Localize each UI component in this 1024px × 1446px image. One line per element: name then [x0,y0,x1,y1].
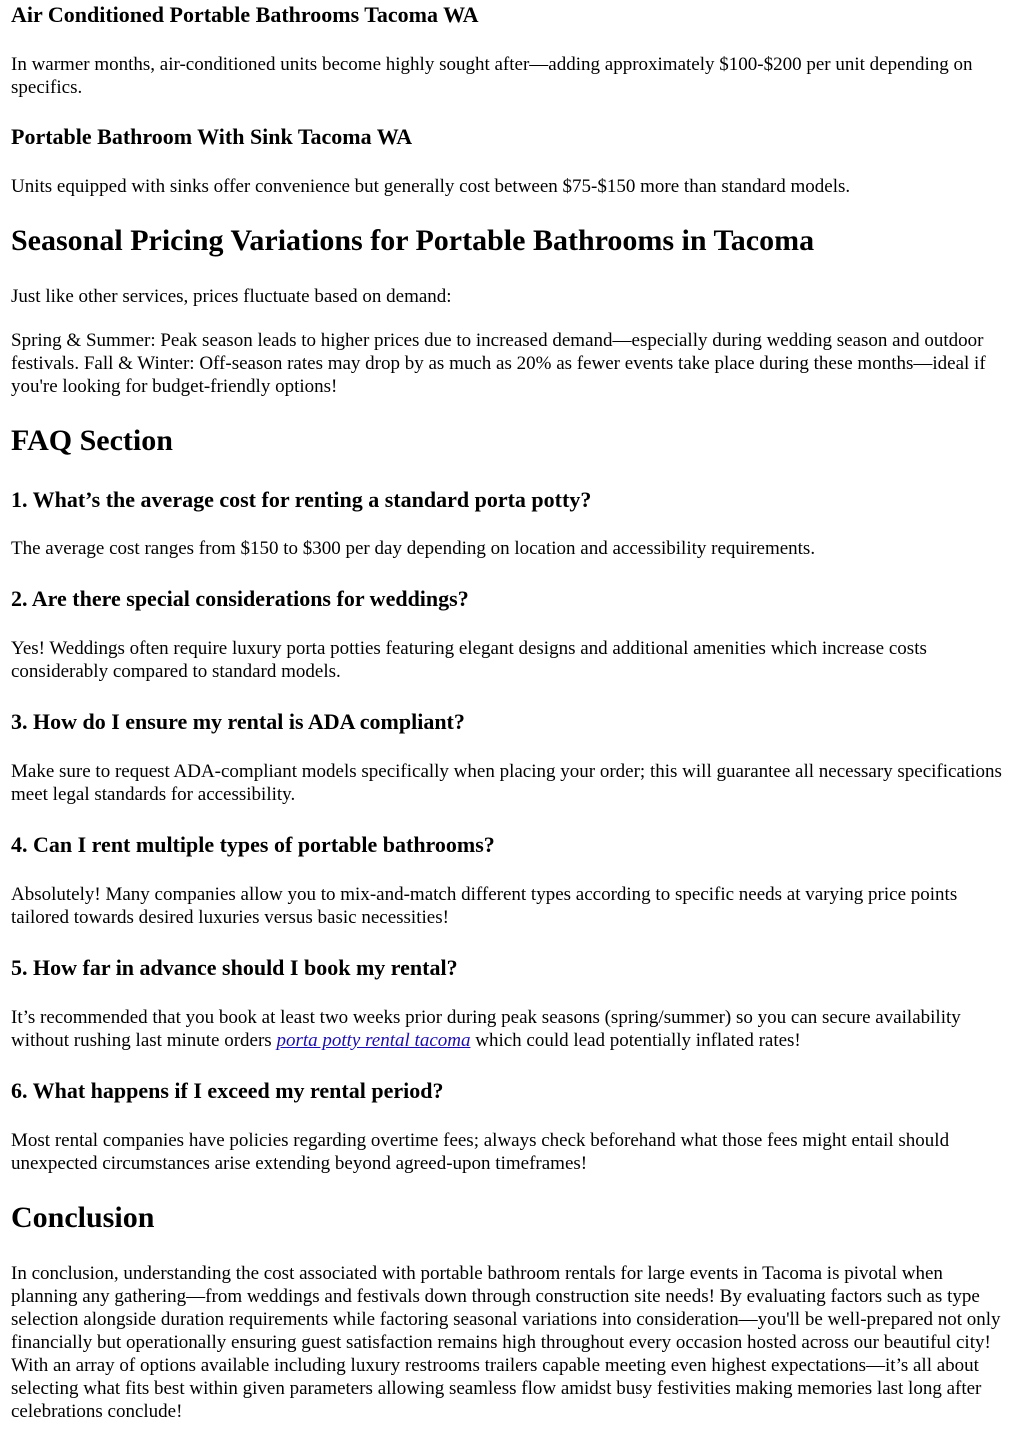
faq-answer-5-text-after: which could lead potentially inflated rates! [470,1030,801,1051]
section-text-air-conditioned: In warmer months, air-conditioned units become highly sought after—adding approximately $100-$200 per unit depending on specifics. [11,54,973,98]
section-heading-conclusion: Conclusion [11,1201,155,1234]
faq-answer-3: Make sure to request ADA-compliant models specifically when placing your order; this will guarantee all necessary specifications meet legal standards for accessibility. [11,761,1002,805]
faq-question-2: 2. Are there special considerations for weddings? [11,586,469,611]
faq-answer-6: Most rental companies have policies regarding overtime fees; always check beforehand what those fees might entail should unexpected circumstances arise extending beyond agreed-upon timeframes! [11,1130,950,1174]
faq-answer-5-text-before: It’s recommended that you book at least two weeks prior during peak seasons (spring/summer) so you can secure availability without rushing last minute orders [11,1007,961,1051]
faq-question-5: 5. How far in advance should I book my rental? [11,955,458,980]
faq-question-1: 1. What’s the average cost for renting a standard porta potty? [11,487,592,512]
faq-answer-2: Yes! Weddings often require luxury porta potties featuring elegant designs and additional amenities which increase costs considerably compared to standard models. [11,638,927,682]
section-text-with-sink: Units equipped with sinks offer convenience but generally cost between $75-$150 more than standard models. [11,176,851,197]
faq-answer-5 [11,1006,1012,1052]
section-heading-air-conditioned: Air Conditioned Portable Bathrooms Tacoma WA [11,2,479,27]
section-heading-seasonal: Seasonal Pricing Variations for Portable Bathrooms in Tacoma [11,224,815,257]
faq-question-3: 3. How do I ensure my rental is ADA compliant? [11,709,465,734]
section-heading-faq: FAQ Section [11,424,173,457]
faq-answer-4: Absolutely! Many companies allow you to mix-and-match different types according to specific needs at varying price points tailored towards desired luxuries versus basic necessities! [11,884,958,928]
section-text-seasonal: Spring & Summer: Peak season leads to higher prices due to increased demand—especially during wedding season and outdoor festivals. Fall & Winter: Off-season rates may drop by as much as 20% as fewer events take place during these months—ideal if you're looking for budget-friendly options! [11,330,986,397]
faq-question-4: 4. Can I rent multiple types of portable bathrooms? [11,832,495,857]
section-heading-with-sink: Portable Bathroom With Sink Tacoma WA [11,124,413,149]
faq-question-6: 6. What happens if I exceed my rental period? [11,1078,444,1103]
porta-potty-rental-link[interactable]: porta potty rental tacoma [276,1030,471,1051]
faq-answer-1: The average cost ranges from $150 to $300 per day depending on location and accessibility requirements. [11,538,816,559]
section-intro-seasonal: Just like other services, prices fluctuate based on demand: [11,286,452,307]
section-text-conclusion: In conclusion, understanding the cost associated with portable bathroom rentals for large events in Tacoma is pivotal when planning any gathering—from weddings and festivals down through construction site needs! By evaluating factors such as type selection alongside duration requirements while factoring seasonal variations into consideration—you'll be well-prepared not only financially but operationally ensuring guest satisfaction remains high throughout every occasion hosted across our beautiful city! With an array of options available including luxury restrooms trailers capable meeting even highest expectations—it’s all about selecting what fits best within given parameters allowing seamless flow amidst busy festivities making memories last long after celebrations conclude! [11,1263,1001,1422]
